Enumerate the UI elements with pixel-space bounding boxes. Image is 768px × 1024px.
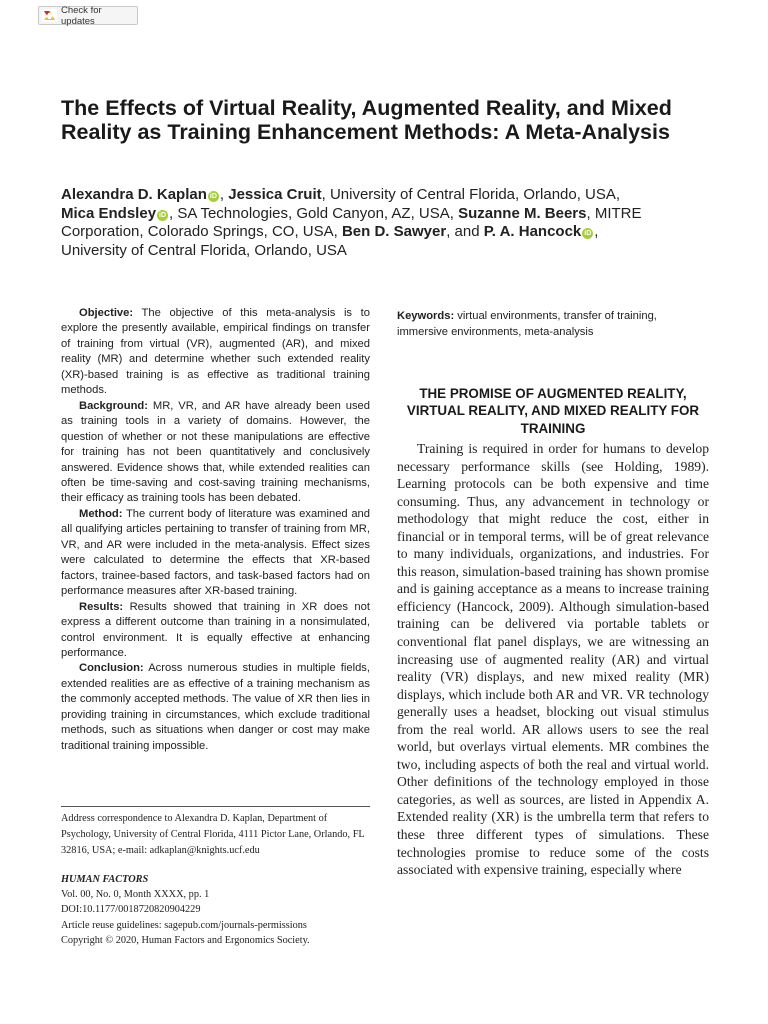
results-text: Results showed that training in XR does not express a different outcome than training in a nonsimulated, control environment. It is equally effective at enhancing performance. bbox=[61, 600, 370, 659]
author-separator: , bbox=[219, 186, 229, 203]
keywords-label: Keywords: bbox=[397, 310, 455, 322]
abstract bbox=[61, 306, 370, 754]
orcid-icon[interactable]: iD bbox=[584, 230, 592, 238]
author-hancock: P. A. Hancock bbox=[483, 223, 582, 241]
journal-name: HUMAN FACTORS bbox=[61, 874, 149, 885]
abstract-method bbox=[61, 507, 370, 600]
section-heading: THE PROMISE OF AUGMENTED REALITY, VIRTUAL REALITY, AND MIXED REALITY FOR TRAINING bbox=[406, 386, 700, 436]
footnote-divider bbox=[61, 806, 370, 807]
author-beers: Suzanne M. Beers bbox=[458, 204, 587, 222]
check-for-updates-button[interactable] bbox=[38, 6, 138, 25]
objective-label: Objective: bbox=[79, 307, 134, 319]
keywords bbox=[397, 309, 709, 340]
article-title: The Effects of Virtual Reality, Augmented Reality, and Mixed Reality as Training Enhancement Methods: A Meta-Analysis bbox=[61, 96, 672, 144]
check-for-updates-label: Check for updates bbox=[61, 4, 102, 27]
affiliation-mitre: , MITRE Corporation, Colorado Springs, CO, USA, bbox=[61, 204, 642, 241]
reuse-guidelines[interactable]: Article reuse guidelines: sagepub.com/journals-permissions bbox=[61, 919, 307, 931]
correspondence-note: Address correspondence to Alexandra D. Kaplan, Department of Psychology, University of Central Florida, 4111 Pictor Lane, Orlando, FL 32816, USA; e-mail: adkaplan@knights.ucf.edu bbox=[61, 813, 365, 856]
abstract-conclusion bbox=[61, 661, 370, 754]
author-comma: , bbox=[594, 223, 599, 241]
journal-info bbox=[61, 872, 381, 948]
copyright: Copyright © 2020, Human Factors and Ergonomics Society. bbox=[61, 934, 310, 946]
author-sawyer: Ben D. Sawyer bbox=[341, 223, 447, 241]
conclusion-label: Conclusion: bbox=[79, 662, 144, 675]
affiliation-ucf-final: University of Central Florida, Orlando, USA bbox=[61, 241, 347, 259]
conclusion-text: Across numerous studies in multiple fields, extended realities are as effective of a training mechanism as the commonly accepted methods. The value of XR then lies in providing training in circumstances, which exclude traditional methods, such as situations when danger or cost may make traditional training impossible. bbox=[61, 662, 370, 752]
journal-volume: Vol. 00, No. 0, Month XXXX, pp. 1 bbox=[61, 889, 210, 901]
method-text: The current body of literature was examined and all qualifying articles pertaining to transfer of training from MR, VR, and AR were included in the meta-analysis. Effect sizes were calculated to determine the effects that XR-based factors, trainee-based factors, and task-based factors had on performance measures after XR-based training. bbox=[61, 507, 370, 598]
abstract-background bbox=[61, 399, 370, 507]
results-label: Results: bbox=[79, 600, 124, 613]
abstract-objective bbox=[61, 306, 370, 399]
abstract-results bbox=[61, 600, 370, 662]
author-and: , and bbox=[446, 223, 484, 241]
background-label: Background: bbox=[79, 399, 148, 412]
background-text: MR, VR, and AR have already been used as training tools in a variety of domains. However, the question of whether or not these manipulations are effective for training has not been quantitatively and conclusively answered. Evidence shows that, while extended realities can often be time-saving and cost-saving training mechanisms, their efficacy as training tools has been debated. bbox=[61, 399, 370, 505]
orcid-icon[interactable]: iD bbox=[159, 211, 167, 219]
keywords-text: virtual environments, transfer of training, immersive environments, meta-analysis bbox=[397, 310, 657, 338]
author-list bbox=[61, 186, 711, 260]
author-endsley: Mica Endsley bbox=[61, 204, 157, 222]
orcid-icon[interactable]: iD bbox=[209, 193, 217, 200]
journal-doi[interactable]: DOI:10.1177/0018720820904229 bbox=[61, 904, 201, 916]
author-kaplan: Alexandra D. Kaplan bbox=[61, 186, 207, 203]
body-paragraph: Training is required in order for humans to develop necessary performance skills (see Holding, 1989). Learning protocols can be both expensive and time consuming. Thus, any advancement in technology or methodology that might reduce the cost, either in financial or in temporal terms, will be of great relevance to many individuals, organizations, and industries. For this reason, simulation-based training has shown promise and is gaining acceptance as a means to increase training efficiency (Hancock, 2009). Although simulation-based training can be delivered via portable tablets or conventional flat panel displays, we are witnessing an increasing use of augmented reality (AR) and virtual reality (VR) displays, and new mixed reality (MR) displays, which include both AR and VR. VR technology generally uses a headset, blocking out visual stimulus from the real world. AR allows users to see the real world, but overlays virtual elements. MR combines the two, including aspects of both the real and virtual world. Other definitions of the technology employed in those categories, as well as sources, are listed in Appendix A. Extended reality (XR) is the umbrella term that refers to these three different types of simulations. These technologies promise to reduce some of the costs associated with expensive training, especially where bbox=[397, 441, 709, 878]
affiliation-ucf: , University of Central Florida, Orlando, USA, bbox=[321, 186, 621, 203]
method-label: Method: bbox=[79, 507, 123, 520]
objective-text: The objective of this meta-analysis is to explore the presently available, empirical findings on transfer of training from virtual (VR), augmented (AR), and mixed reality (MR) and determine whether such extended reality (XR)-based training is as effective as traditional training methods. bbox=[61, 307, 370, 397]
affiliation-sa-technologies: , SA Technologies, Gold Canyon, AZ, USA, bbox=[169, 204, 459, 222]
crossmark-icon bbox=[42, 9, 57, 22]
author-cruit: Jessica Cruit bbox=[228, 186, 322, 203]
